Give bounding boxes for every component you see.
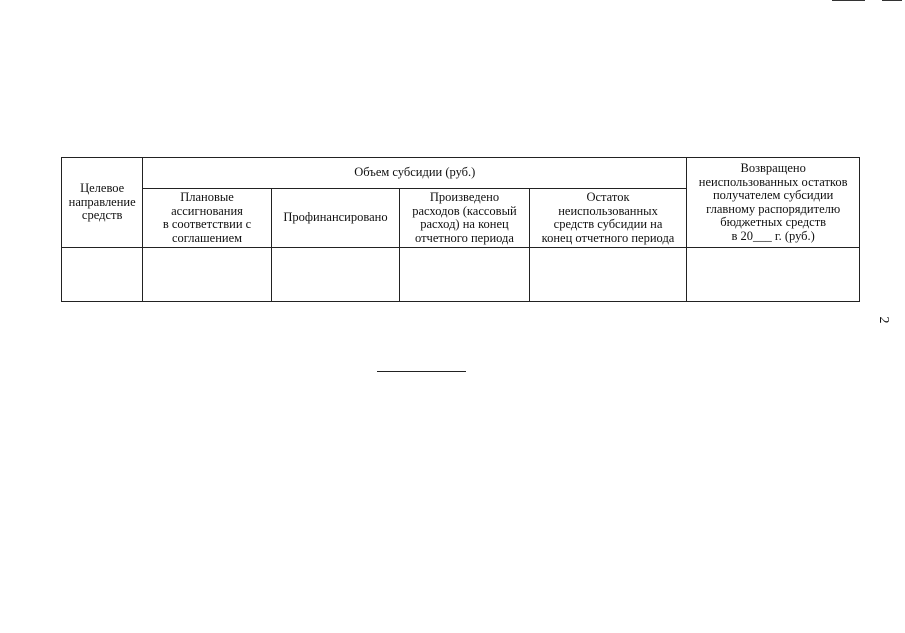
table-cell[interactable]: [400, 248, 529, 302]
scan-edge-mark: [832, 0, 865, 1]
header-returned-remainder: Возвращено неиспользованных остатков получателем субсидии главному распорядителю бюджетных средств в 20___ г. (руб.): [687, 158, 860, 248]
table-cell[interactable]: [687, 248, 860, 302]
scan-edge-mark: [882, 0, 902, 1]
page-number: 2: [876, 316, 891, 324]
header-planned-allocations: Плановые ассигнования в соответствии с соглашением: [143, 189, 271, 248]
header-expenses: Произведено расходов (кассовый расход) на конец отчетного периода: [400, 189, 529, 248]
subsidy-report-table: [61, 157, 860, 302]
header-target-direction: Целевое направление средств: [62, 158, 143, 248]
header-financed: Профинансировано: [271, 189, 399, 248]
end-of-form-divider: [377, 371, 466, 372]
table-cell[interactable]: [143, 248, 271, 302]
table-cell[interactable]: [62, 248, 143, 302]
header-subsidy-volume: Объем субсидии (руб.): [143, 158, 687, 189]
table-header-row: [62, 158, 860, 189]
table-cell[interactable]: [529, 248, 687, 302]
header-unused-remainder: Остаток неиспользованных средств субсидии на конец отчетного периода: [529, 189, 687, 248]
table-cell[interactable]: [271, 248, 399, 302]
table-row: [62, 248, 860, 302]
